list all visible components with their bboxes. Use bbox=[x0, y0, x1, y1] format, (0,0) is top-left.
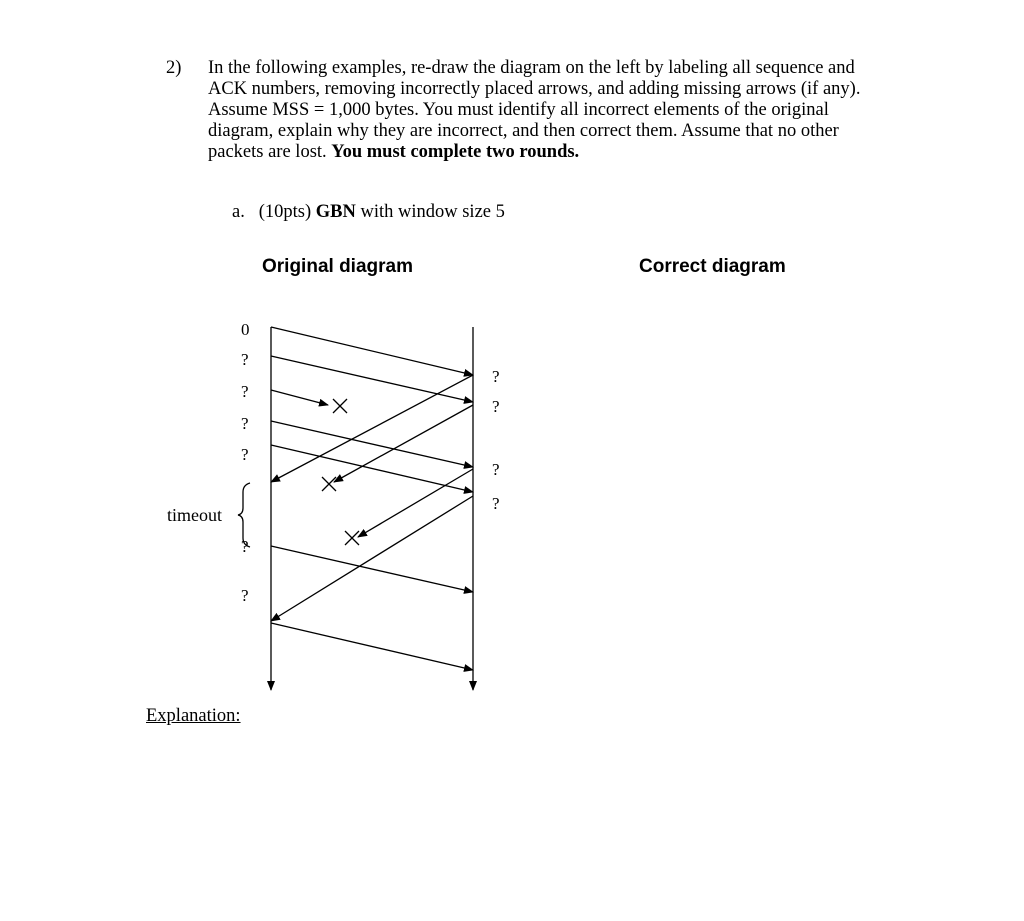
question-bold-instruction: You must complete two rounds. bbox=[331, 142, 580, 162]
seq-label: ? bbox=[241, 537, 249, 556]
lost-packet-arrow bbox=[271, 390, 328, 405]
ack-label: ? bbox=[492, 367, 500, 386]
loss-x-icon bbox=[322, 477, 336, 491]
explanation-label: Explanation: bbox=[146, 706, 241, 726]
timeout-label: timeout bbox=[167, 505, 222, 525]
question-body: In the following examples, re-draw the diagram on the left by labeling all sequence and ACK numbers, removing incorrectly placed arrows, and adding missing arrows (if any). Assume MSS = 1,000 bytes. You must identify all incorrect elements of the original diagram, explain why they are incorrect, and then correct them. Assume that no other packets are lost. bbox=[208, 58, 861, 162]
lost-ack-arrow bbox=[334, 405, 473, 482]
ack-arrow bbox=[271, 496, 473, 621]
question-number: 2) bbox=[166, 58, 182, 78]
packet-arrow bbox=[271, 327, 473, 375]
original-diagram-heading: Original diagram bbox=[262, 256, 413, 277]
ack-label: ? bbox=[492, 460, 500, 479]
seq-label: ? bbox=[241, 382, 249, 401]
ack-label: ? bbox=[492, 397, 500, 416]
retransmit-arrow bbox=[271, 546, 473, 592]
seq-label: ? bbox=[241, 414, 249, 433]
packet-arrow bbox=[271, 356, 473, 402]
part-points: (10pts) bbox=[258, 202, 312, 222]
part-description: with window size 5 bbox=[360, 202, 505, 222]
correct-diagram-heading: Correct diagram bbox=[639, 256, 786, 277]
ack-label: ? bbox=[492, 494, 500, 513]
seq-label: ? bbox=[241, 350, 249, 369]
seq-label: 0 bbox=[241, 320, 250, 339]
part-protocol: GBN bbox=[315, 202, 356, 222]
retransmit-arrow bbox=[271, 623, 473, 670]
seq-label: ? bbox=[241, 586, 249, 605]
loss-x-icon bbox=[333, 399, 347, 413]
packet-arrow bbox=[271, 445, 473, 492]
seq-label: ? bbox=[241, 445, 249, 464]
loss-x-icon bbox=[345, 531, 359, 545]
part-letter: a. bbox=[232, 202, 245, 222]
